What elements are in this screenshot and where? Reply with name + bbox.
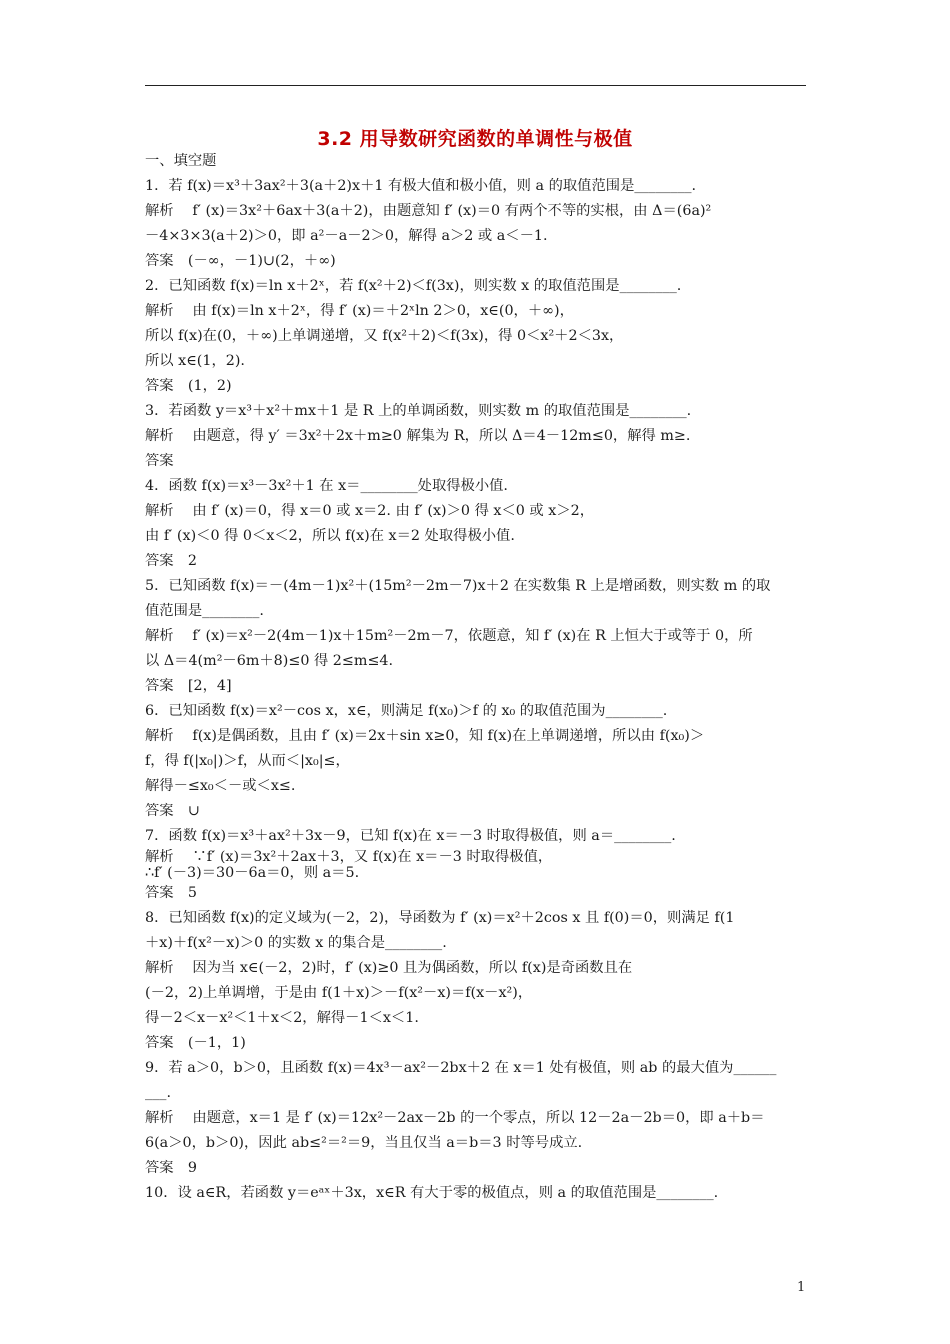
- solution-5-line-2: 以 Δ＝4(m²－6m＋8)≤0 得 2≤m≤4.: [145, 653, 394, 669]
- question-5-line-1: 5．已知函数 f(x)＝－(4m－1)x²＋(15m²－2m－7)x＋2 在实数集 R 上是增函数，则实数 m 的取: [145, 578, 771, 594]
- question-4: 4．函数 f(x)＝x³－3x²＋1 在 x＝________处取得极小值.: [145, 478, 508, 494]
- question-8-line-1: 8．已知函数 f(x)的定义域为(－2，2)，导函数为 f′ (x)＝x²＋2cos x 且 f(0)＝0，则满足 f(1: [145, 910, 735, 926]
- question-7: 7．函数 f(x)＝x³＋ax²＋3x－9，已知 f(x)在 x＝－3 时取得极值，则 a＝________.: [145, 828, 676, 844]
- answer-3: 答案: [145, 453, 174, 469]
- solution-2-line-2: 所以 f(x)在(0，＋∞)上单调递增，又 f(x²＋2)＜f(3x)，得 0＜x²＋2＜3x，: [145, 328, 624, 344]
- question-1: 1．若 f(x)＝x³＋3ax²＋3(a＋2)x＋1 有极大值和极小值，则 a 的取值范围是________.: [145, 178, 697, 194]
- answer-1: 答案 (－∞，－1)∪(2，＋∞): [145, 253, 336, 269]
- solution-2-line-3: 所以 x∈(1，2).: [145, 353, 245, 369]
- solution-6-line-2: f，得 f(|x₀|)＞f，从而＜|x₀|≤，: [145, 753, 350, 769]
- solution-4-line-2: 由 f′ (x)＜0 得 0＜x＜2，所以 f(x)在 x＝2 处取得极小值.: [145, 528, 515, 544]
- solution-4-line-1: 解析 由 f′ (x)＝0，得 x＝0 或 x＝2. 由 f′ (x)＞0 得 x＜0 或 x＞2，: [145, 503, 595, 519]
- solution-3-line-1: 解析 由题意，得 y′ ＝3x²＋2x＋m≥0 解集为 R，所以 Δ＝4－12m≤0，解得 m≥.: [145, 428, 691, 444]
- question-2: 2．已知函数 f(x)＝ln x＋2ˣ，若 f(x²＋2)＜f(3x)，则实数 x 的取值范围是________.: [145, 278, 682, 294]
- question-9-line-1: 9．若 a＞0，b＞0，且函数 f(x)＝4x³－ax²－2bx＋2 在 x＝1 处有极值，则 ab 的最大值为______: [145, 1060, 777, 1076]
- answer-7: 答案 5: [145, 885, 197, 901]
- question-6: 6．已知函数 f(x)＝x²－cos x，x∈，则满足 f(x₀)＞f 的 x₀ 的取值范围为________.: [145, 703, 668, 719]
- header-rule: [145, 85, 806, 86]
- document-body: [145, 149, 807, 1206]
- answer-9: 答案 9: [145, 1160, 197, 1176]
- answer-6: 答案 ∪: [145, 803, 200, 819]
- solution-8-line-3: 得－2＜x－x²＜1＋x＜2，解得－1＜x＜1.: [145, 1010, 419, 1026]
- question-9-line-2: ___.: [145, 1085, 171, 1101]
- solution-5-line-1: 解析 f′ (x)＝x²－2(4m－1)x＋15m²－2m－7，依题意，知 f′ (x)在 R 上恒大于或等于 0，所: [145, 628, 753, 644]
- solution-9-line-1: 解析 由题意，x＝1 是 f′ (x)＝12x²－2ax－2b 的一个零点，所以 12－2a－2b＝0，即 a＋b＝: [145, 1110, 765, 1126]
- solution-1-line-1: 解析 f′ (x)＝3x²＋6ax＋3(a＋2)，由题意知 f′ (x)＝0 有两个不等的实根，由 Δ＝(6a)²: [145, 203, 712, 219]
- solution-6-line-3: 解得－≤x₀＜－或＜x≤.: [145, 778, 296, 794]
- solution-8-line-2: (－2，2)上单调增，于是由 f(1＋x)＞－f(x²－x)＝f(x－x²)，: [145, 985, 533, 1001]
- section-heading: 一、填空题: [145, 153, 217, 169]
- question-10: 10．设 a∈R，若函数 y＝eᵃˣ＋3x，x∈R 有大于零的极值点，则 a 的取值范围是________.: [145, 1185, 719, 1201]
- page-title: 3.2 用导数研究函数的单调性与极值: [317, 128, 633, 150]
- page-number: 1: [797, 1280, 806, 1295]
- solution-2-line-1: 解析 由 f(x)＝ln x＋2ˣ，得 f′ (x)＝＋2ˣln 2＞0，x∈(0，＋∞)，: [145, 303, 574, 319]
- solution-1-line-2: －4×3×3(a＋2)＞0，即 a²－a－2＞0，解得 a＞2 或 a＜－1.: [145, 228, 548, 244]
- question-8-line-2: ＋x)＋f(x²－x)＞0 的实数 x 的集合是________.: [145, 935, 447, 951]
- answer-4: 答案 2: [145, 553, 197, 569]
- answer-2: 答案 (1，2): [145, 378, 232, 394]
- question-5-line-2: 值范围是________.: [145, 603, 264, 619]
- solution-9-line-2: 6(a＞0，b＞0)，因此 ab≤²＝²＝9，当且仅当 a＝b＝3 时等号成立.: [145, 1135, 583, 1151]
- solution-7-line-1: 解析 ∵f′ (x)＝3x²＋2ax＋3，又 f(x)在 x＝－3 时取得极值，: [145, 849, 553, 865]
- question-3: 3．若函数 y＝x³＋x²＋mx＋1 是 R 上的单调函数，则实数 m 的取值范围是________.: [145, 403, 692, 419]
- answer-8: 答案 (－1，1): [145, 1035, 246, 1051]
- answer-5: 答案 [2，4]: [145, 678, 232, 694]
- solution-8-line-1: 解析 因为当 x∈(－2，2)时，f′ (x)≥0 且为偶函数，所以 f(x)是奇函数且在: [145, 960, 633, 976]
- solution-7-line-2: ∴f′ (－3)＝30－6a＝0，则 a＝5.: [145, 865, 360, 881]
- solution-6-line-1: 解析 f(x)是偶函数，且由 f′ (x)＝2x＋sin x≥0，知 f(x)在上单调递增，所以由 f(x₀)＞: [145, 728, 705, 744]
